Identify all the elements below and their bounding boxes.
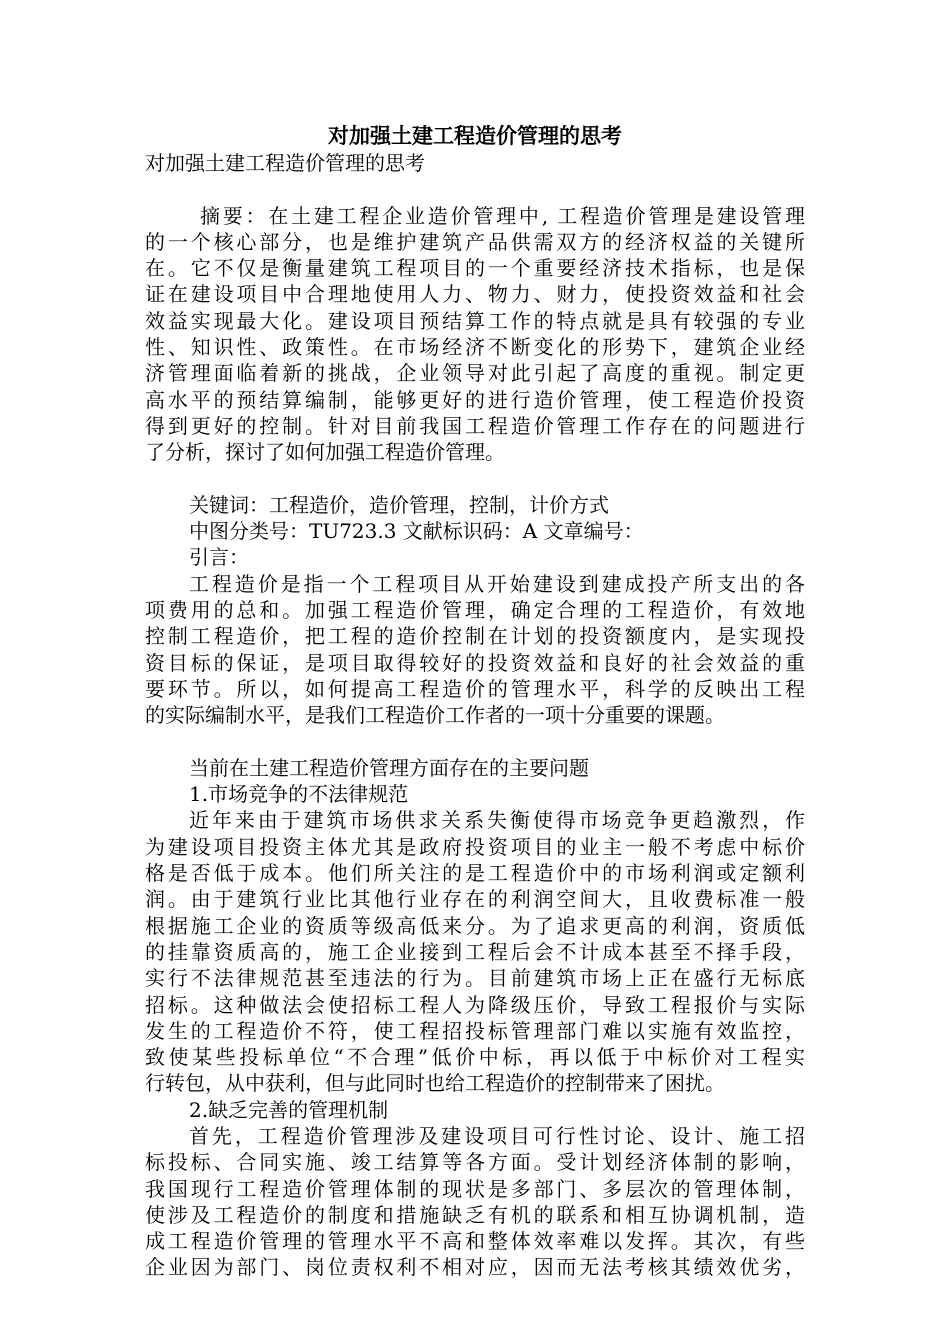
- item1-line: 发生的工程造价不符，使工程招投标管理部门难以实施有效监控，: [145, 1018, 805, 1043]
- intro-line: 工程造价是指一个工程项目从开始建设到建成投产所支出的各: [189, 571, 805, 596]
- abstract-line: 证在建设项目中合理地使用人力、物力、财力，使投资效益和社会: [145, 282, 805, 307]
- item1-line: 近年来由于建筑市场供求关系失衡使得市场竞争更趋激烈，作: [189, 808, 805, 833]
- item2-line: 成工程造价管理的管理水平不高和整体效率难以发挥。其次，有些: [145, 1229, 805, 1254]
- item1-line: 招标。这种做法会使招标工程人为降级压价，导致工程报价与实际: [145, 992, 805, 1017]
- item1-line: 根据施工企业的资质等级高低来分。为了追求更高的利润，资质低: [145, 913, 805, 938]
- abstract-line: 高水平的预结算编制，能够更好的进行造价管理，使工程造价投资: [145, 387, 805, 412]
- abstract-line: 性、知识性、政策性。在市场经济不断变化的形势下，建筑企业经: [145, 335, 805, 360]
- item2-line: 首先，工程造价管理涉及建设项目可行性讨论、设计、施工招: [189, 1123, 805, 1148]
- classification-info: 中图分类号：TU723.3 文献标识码：A 文章编号：: [189, 519, 644, 544]
- item1-line: 行转包，从中获利，但与此同时也给工程造价的控制带来了困扰。: [145, 1071, 725, 1096]
- document-subtitle: 对加强土建工程造价管理的思考: [145, 151, 425, 175]
- item1-line: 格是否低于成本。他们所关注的是工程造价中的市场利润或定额利: [145, 861, 805, 886]
- abstract-paragraph: [145, 203, 805, 466]
- intro-line: 控制工程造价，把工程的造价控制在计划的投资额度内，是实现投: [145, 624, 805, 649]
- abstract-line: 了分析，探讨了如何加强工程造价管理。: [145, 440, 505, 465]
- abstract-line: 效益实现最大化。建设项目预结算工作的特点就是具有较强的专业: [145, 308, 805, 333]
- item1-heading: 1.市场竞争的不法律规范: [189, 782, 409, 807]
- abstract-line: 得到更好的控制。针对目前我国工程造价管理工作存在的问题进行: [145, 413, 805, 438]
- abstract-line: 的一个核心部分，也是维护建筑产品供需双方的经济权益的关键所: [145, 229, 805, 254]
- blank-line: [145, 176, 805, 202]
- abstract-line: 在。它不仅是衡量建筑工程项目的一个重要经济技术指标，也是保: [145, 256, 805, 281]
- intro-line: 的实际编制水平，是我们工程造价工作者的一项十分重要的课题。: [145, 703, 725, 728]
- item1-line: 实行不法律规范甚至违法的行为。目前建筑市场上正在盛行无标底: [145, 966, 805, 991]
- blank-line: [145, 729, 805, 755]
- item2-line: 使涉及工程造价的制度和措施缺乏有机的联系和相互协调机制，造: [145, 1202, 805, 1227]
- item1-line: 的挂靠资质高的，施工企业接到工程后会不计成本甚至不择手段，: [145, 939, 805, 964]
- item2-line: 我国现行工程造价管理体制的现状是多部门、多层次的管理体制，: [145, 1176, 805, 1201]
- intro-paragraph: [145, 571, 805, 729]
- blank-line: [145, 466, 805, 492]
- intro-line: 资目标的保证，是项目取得较好的投资效益和良好的社会效益的重: [145, 650, 805, 675]
- document-title: 对加强土建工程造价管理的思考: [328, 123, 622, 148]
- document-body: [145, 150, 805, 1281]
- item2-heading: 2.缺乏完善的管理机制: [189, 1097, 389, 1122]
- item1-paragraph: [145, 807, 805, 1096]
- intro-line: 要环节。所以，如何提高工程造价的管理水平，科学的反映出工程: [145, 676, 805, 701]
- keywords: 关键词：工程造价，造价管理，控制，计价方式: [189, 492, 609, 517]
- section-heading: 当前在土建工程造价管理方面存在的主要问题: [189, 755, 589, 780]
- abstract-line: 济管理面临着新的挑战，企业领导对此引起了高度的重视。制定更: [145, 361, 805, 386]
- item2-line: 企业因为部门、岗位责权利不相对应，因而无法考核其绩效优劣，: [145, 1255, 805, 1280]
- item1-line: 致使某些投标单位“不合理”低价中标，再以低于中标价对工程实: [145, 1045, 805, 1070]
- item2-line: 标投标、合同实施、竣工结算等各方面。受计划经济体制的影响，: [145, 1150, 805, 1175]
- intro-line: 项费用的总和。加强工程造价管理，确定合理的工程造价，有效地: [145, 598, 805, 623]
- intro-heading: 引言：: [189, 545, 249, 570]
- item1-line: 为建设项目投资主体尤其是政府投资项目的业主一般不考虑中标价: [145, 834, 805, 859]
- abstract-line: 摘要：在土建工程企业造价管理中, 工程造价管理是建设管理: [200, 203, 805, 228]
- item2-paragraph: [145, 1123, 805, 1281]
- item1-line: 润。由于建筑行业比其他行业存在的利润空间大，且收费标准一般: [145, 887, 805, 912]
